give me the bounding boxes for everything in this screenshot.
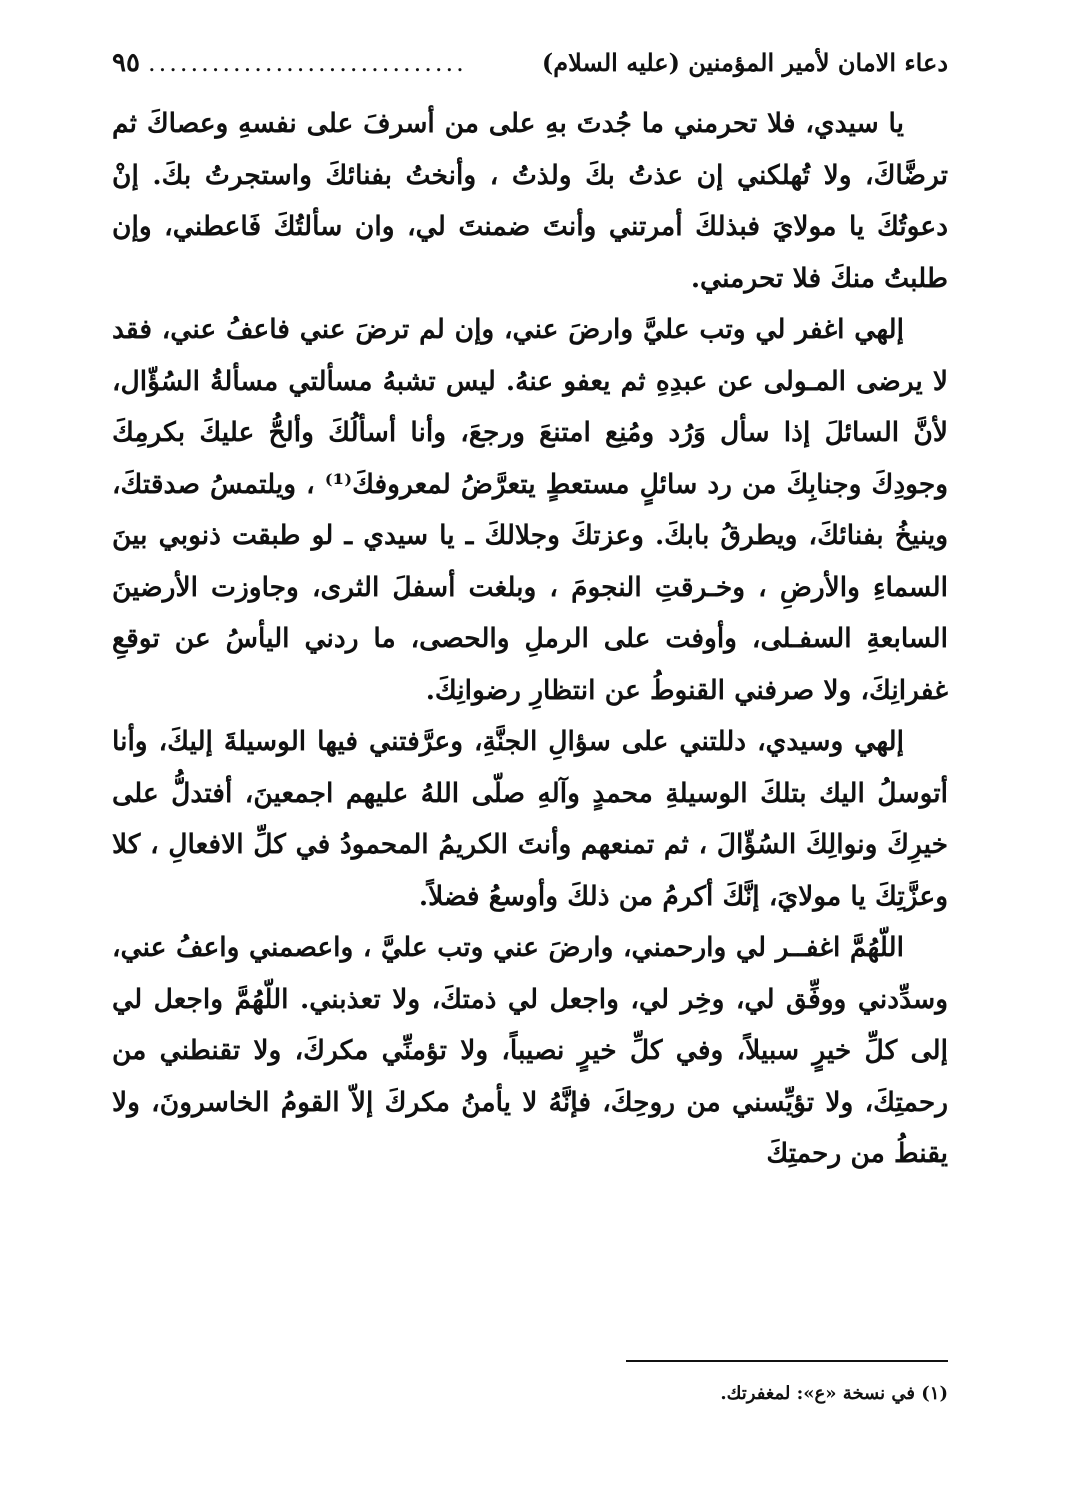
page-number: ٩٥	[112, 48, 140, 78]
paragraph-4: اللّهُمَّ اغفــر لي وارحمني، وارضَ عني وتب عليَّ ، واعصمني واعفُ عني، وسدِّدني ووفِّق لي، وخِر لي، واجعل لي ذمتكَ، ولا تعذبني. اللّهُمَّ واجعل لي إلى كلِّ خيرٍ سبيلاً، وفي كلِّ خيرٍ نصيباً، ولا تؤمنِّي مكركَ، ولا تقنطني من رحمتِكَ، ولا تؤيِّسني من روحِكَ، فإنَّهُ لا يأمنُ مكركَ إلاّ القومُ الخاسرونَ، ولا يقنطُ من رحمتِكَ	[112, 932, 948, 1169]
header-dot-leader: ..............................	[147, 49, 467, 77]
paragraph-2: إلهي اغفر لي وتب عليَّ وارضَ عني، وإن لم ترضَ عني فاعفُ عني، فقد لا يرضى المـولى عن عبدِهِ ثم يعفو عنهُ. ليس تشبهُ مسألتي مسألةُ السُؤّال، لأنَّ السائلَ إذا سأل وَرُد ومُنِع امتنعَ ورجعَ، وأنا أسألُكَ وألحُّ عليكَ بكرمِكَ وجودِكَ وجنابِكَ من رد سائلٍ مستعطٍ يتعرَّضُ لمعروفكَ⁽¹⁾ ، ويلتمسُ صدقتكَ، وينيخُ بفنائكَ، ويطرقُ بابكَ. وعزتكَ وجلالكَ ـ يا سيدي ـ لو طبقت ذنوبي بينَ السماءِ والأرضِ ، وخـرقتِ النجومَ ، وبلغت أسفلَ الثرى، وجاوزت الأرضينَ السابعةِ السفـلى، وأوفت على الرملِ والحصى، ما ردني اليأسُ عن توقعِ غفرانِكَ، ولا صرفني القنوطُ عن انتظارِ رضوانِكَ.	[112, 314, 948, 706]
footnote-divider	[626, 1360, 948, 1362]
footnote: (١) في نسخة «ع»: لمغفرتك.	[720, 1383, 948, 1404]
body-text	[112, 98, 948, 1180]
paragraph-3: إلهي وسيدي، دللتني على سؤالِ الجنَّةِ، وعرَّفتني فيها الوسيلةَ إليكَ، وأنا أتوسلُ اليك بتلكَ الوسيلةِ محمدٍ وآلهِ صلّى اللهُ عليهم اجمعينَ، أفتدلُّ على خيرِكَ ونوالِكَ السُؤّالَ ، ثم تمنعهم وأنتَ الكريمُ المحمودُ في كلِّ الافعالِ ، كلا وعزَّتِكَ يا مولايَ، إنَّكَ أكرمُ من ذلكَ وأوسعُ فضلاً.	[112, 726, 948, 912]
paragraph-1: يا سيدي، فلا تحرمني ما جُدتَ بهِ على من أسرفَ على نفسهِ وعصاكَ ثم ترضَّاكَ، ولا تُهلكني إن عذتُ بكَ ولذتُ ، وأنختُ بفنائكَ واستجرتُ بكَ. إنْ دعوتُكَ يا مولايَ فبذلكَ أمرتني وأنتَ ضمنتَ لي، وان سألتُكَ فَاعطني، وإن طلبتُ منكَ فلا تحرمني.	[112, 108, 948, 294]
header-title: دعاء الامان لأمير المؤمنين (عليه السلام)	[541, 48, 948, 77]
running-header	[112, 38, 948, 88]
